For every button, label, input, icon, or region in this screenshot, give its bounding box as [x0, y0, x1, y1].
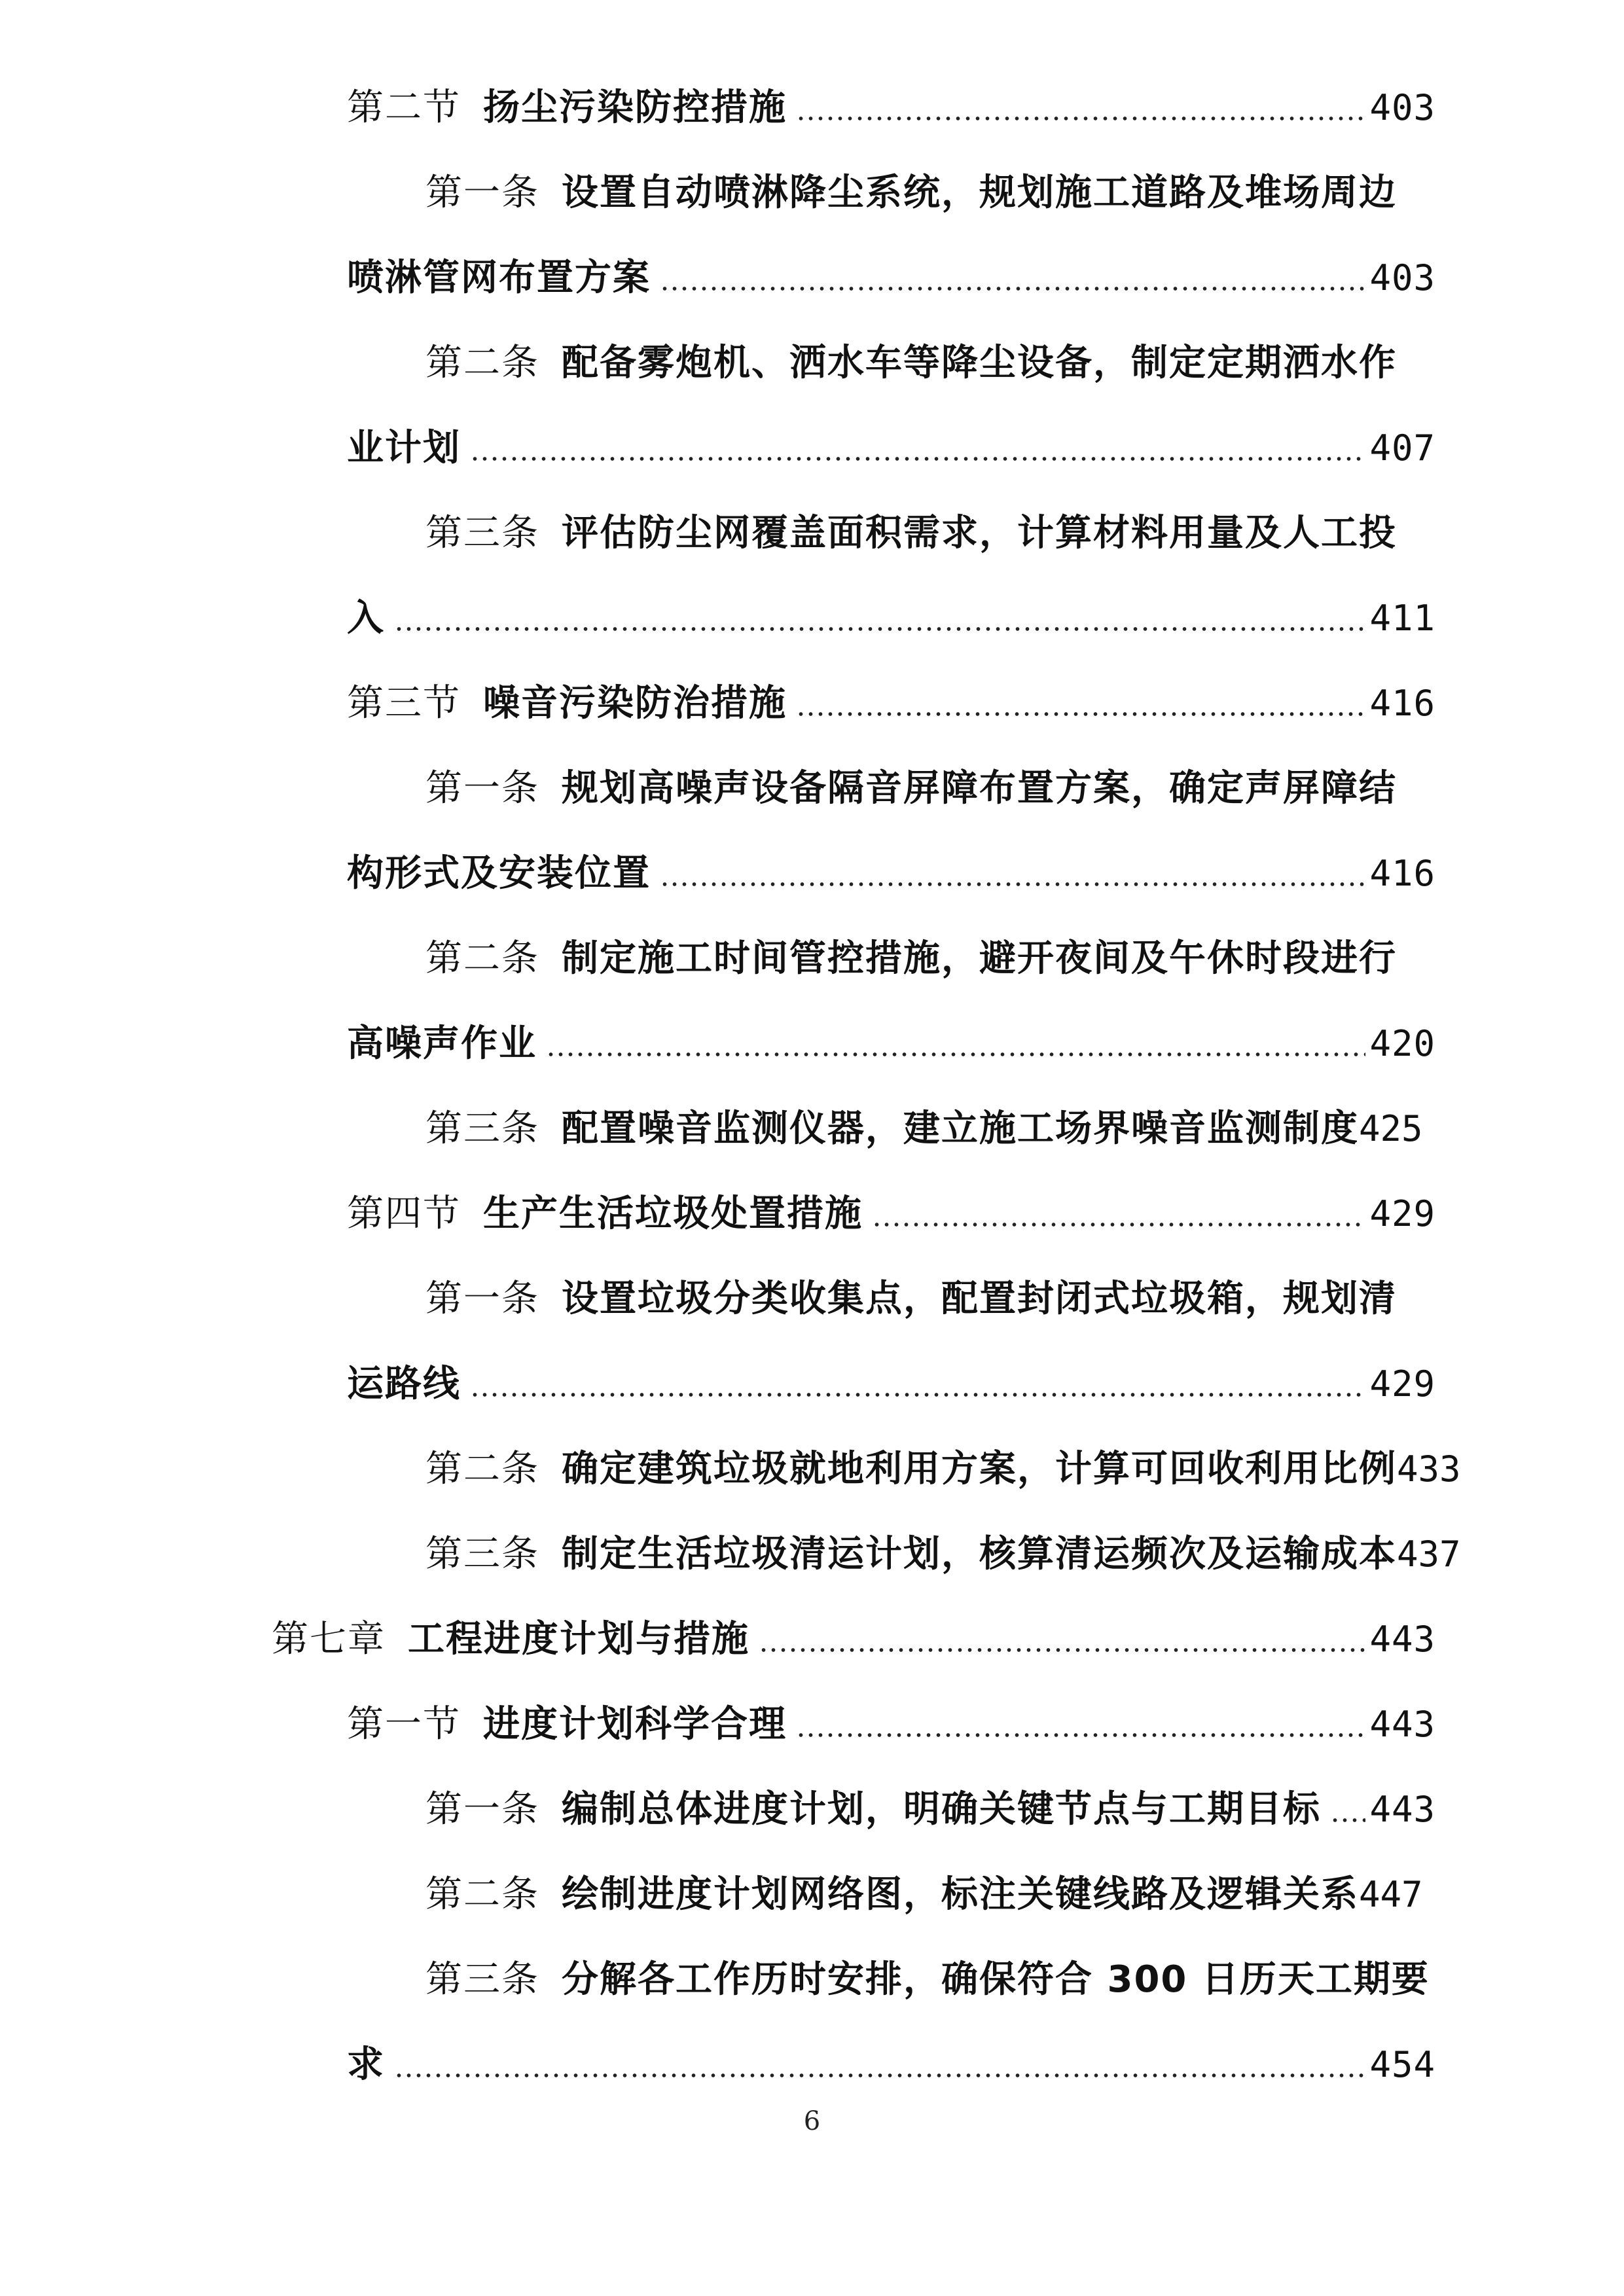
dot-leader: [796, 1731, 1365, 1739]
toc-title: 扬尘污染防控措施: [483, 86, 787, 129]
dot-leader: [1330, 1816, 1365, 1824]
toc-title-continued: 喷淋管网布置方案: [347, 257, 651, 299]
toc-page-number: 443: [1369, 1619, 1435, 1660]
toc-page-number: 433: [1397, 1448, 1461, 1490]
dot-leader: [796, 115, 1365, 122]
toc-entry-section[interactable]: [347, 668, 1435, 740]
toc-page-number: 403: [1369, 87, 1435, 128]
toc-entry-article[interactable]: [425, 1518, 1473, 1590]
dot-leader: [394, 2072, 1365, 2079]
dot-leader: [470, 1391, 1365, 1399]
toc-page-number: 443: [1369, 1704, 1435, 1745]
toc-title-continued: 求: [347, 2043, 385, 2086]
toc-entry-article[interactable]: [425, 1263, 1397, 1335]
dot-leader: [660, 285, 1365, 293]
toc-entry-section[interactable]: [347, 1178, 1435, 1250]
toc-entry-continuation[interactable]: [347, 412, 1435, 484]
toc-entry-section[interactable]: [347, 1689, 1435, 1761]
toc-title: 生产生活垃圾处置措施: [483, 1193, 863, 1235]
page-footer-number: 6: [803, 2106, 821, 2136]
toc-title: 工程进度计划与措施: [408, 1618, 749, 1660]
dot-leader: [759, 1646, 1365, 1654]
toc-label: 第一条: [425, 767, 539, 810]
dot-leader: [394, 625, 1365, 633]
toc-page-number: 407: [1369, 427, 1435, 469]
toc-page-number: 403: [1369, 257, 1435, 298]
toc-entry-article[interactable]: [425, 497, 1397, 569]
toc-label: 第二条: [425, 1448, 539, 1490]
toc-label: 第三条: [425, 1533, 539, 1575]
toc-title: 分解各工作历时安排，确保符合 300 日历天工期要: [562, 1958, 1430, 2001]
toc-entry-continuation[interactable]: [347, 242, 1435, 314]
toc-title: 进度计划科学合理: [483, 1703, 787, 1746]
toc-page-number: 416: [1369, 853, 1435, 894]
toc-label: 第三条: [425, 1107, 539, 1150]
toc-label: 第四节: [347, 1193, 461, 1235]
toc-entry-article[interactable]: [425, 753, 1397, 825]
toc-label: 第二节: [347, 86, 461, 129]
toc-entry-article[interactable]: [425, 327, 1397, 399]
toc-entry-article[interactable]: [425, 157, 1397, 229]
toc-entry-article[interactable]: [425, 1859, 1473, 1931]
dot-leader: [470, 455, 1365, 463]
toc-title-continued: 构形式及安装位置: [347, 852, 651, 895]
toc-title: 评估防尘网覆盖面积需求，计算材料用量及人工投: [562, 512, 1397, 554]
toc-title: 确定建筑垃圾就地利用方案，计算可回收利用比例: [562, 1448, 1397, 1490]
toc-entry-article[interactable]: [425, 1774, 1435, 1846]
toc-title: 制定生活垃圾清运计划，核算清运频次及运输成本: [562, 1533, 1397, 1575]
toc-label: 第二条: [425, 1873, 539, 1916]
toc-label: 第一条: [425, 171, 539, 214]
toc-page-number: 416: [1369, 683, 1435, 724]
toc-title: 配备雾炮机、洒水车等降尘设备，制定定期洒水作: [562, 342, 1397, 384]
toc-label: 第一条: [425, 1788, 539, 1831]
toc-title-continued: 入: [347, 597, 385, 639]
toc-page-number: 429: [1369, 1193, 1435, 1234]
toc-entry-continuation[interactable]: [347, 583, 1435, 655]
toc-page-number: 429: [1369, 1363, 1435, 1405]
toc-title: 设置垃圾分类收集点，配置封闭式垃圾箱，规划清: [562, 1278, 1397, 1320]
toc-label: 第三节: [347, 682, 461, 725]
toc-title: 配置噪音监测仪器，建立施工场界噪音监测制度: [562, 1107, 1359, 1150]
toc-title: 编制总体进度计划，明确关键节点与工期目标: [562, 1788, 1321, 1831]
toc-label: 第二条: [425, 937, 539, 980]
toc-entry-chapter[interactable]: [272, 1604, 1435, 1676]
toc-entry-section[interactable]: [347, 72, 1435, 144]
toc-label: 第三条: [425, 1958, 539, 2001]
toc-label: 第一节: [347, 1703, 461, 1746]
toc-entry-continuation[interactable]: [347, 2029, 1435, 2101]
toc-page-number: 420: [1369, 1023, 1435, 1064]
toc-title-continued: 高噪声作业: [347, 1022, 537, 1065]
dot-leader: [796, 710, 1365, 718]
toc-title-continued: 业计划: [347, 427, 461, 469]
toc-page-number: 425: [1359, 1108, 1423, 1149]
toc-entry-article[interactable]: [425, 1093, 1473, 1165]
toc-title: 噪音污染防治措施: [483, 682, 787, 725]
toc-title: 制定施工时间管控措施，避开夜间及午休时段进行: [562, 937, 1397, 980]
dot-leader: [872, 1221, 1365, 1229]
toc-entry-article[interactable]: [425, 1433, 1473, 1505]
toc-label: 第二条: [425, 342, 539, 384]
toc-title-continued: 运路线: [347, 1363, 461, 1405]
toc-entry-continuation[interactable]: [347, 838, 1435, 910]
toc-page-number: 447: [1359, 1874, 1423, 1915]
toc-entry-article[interactable]: [425, 1944, 1430, 2016]
dot-leader: [660, 880, 1365, 888]
toc-title: 规划高噪声设备隔音屏障布置方案，确定声屏障结: [562, 767, 1397, 810]
toc-page-number: 454: [1369, 2044, 1435, 2085]
toc-entry-continuation[interactable]: [347, 1008, 1435, 1080]
dot-leader: [546, 1050, 1365, 1058]
toc-page-number: 411: [1369, 598, 1435, 639]
toc-label: 第一条: [425, 1278, 539, 1320]
toc-label: 第三条: [425, 512, 539, 554]
toc-page-number: 443: [1369, 1789, 1435, 1830]
toc-title: 设置自动喷淋降尘系统，规划施工道路及堆场周边: [562, 171, 1397, 214]
toc-entry-continuation[interactable]: [347, 1348, 1435, 1420]
toc-entry-article[interactable]: [425, 923, 1397, 995]
toc-title: 绘制进度计划网络图，标注关键线路及逻辑关系: [562, 1873, 1359, 1916]
toc-page-number: 437: [1397, 1534, 1461, 1575]
toc-label: 第七章: [272, 1618, 386, 1660]
